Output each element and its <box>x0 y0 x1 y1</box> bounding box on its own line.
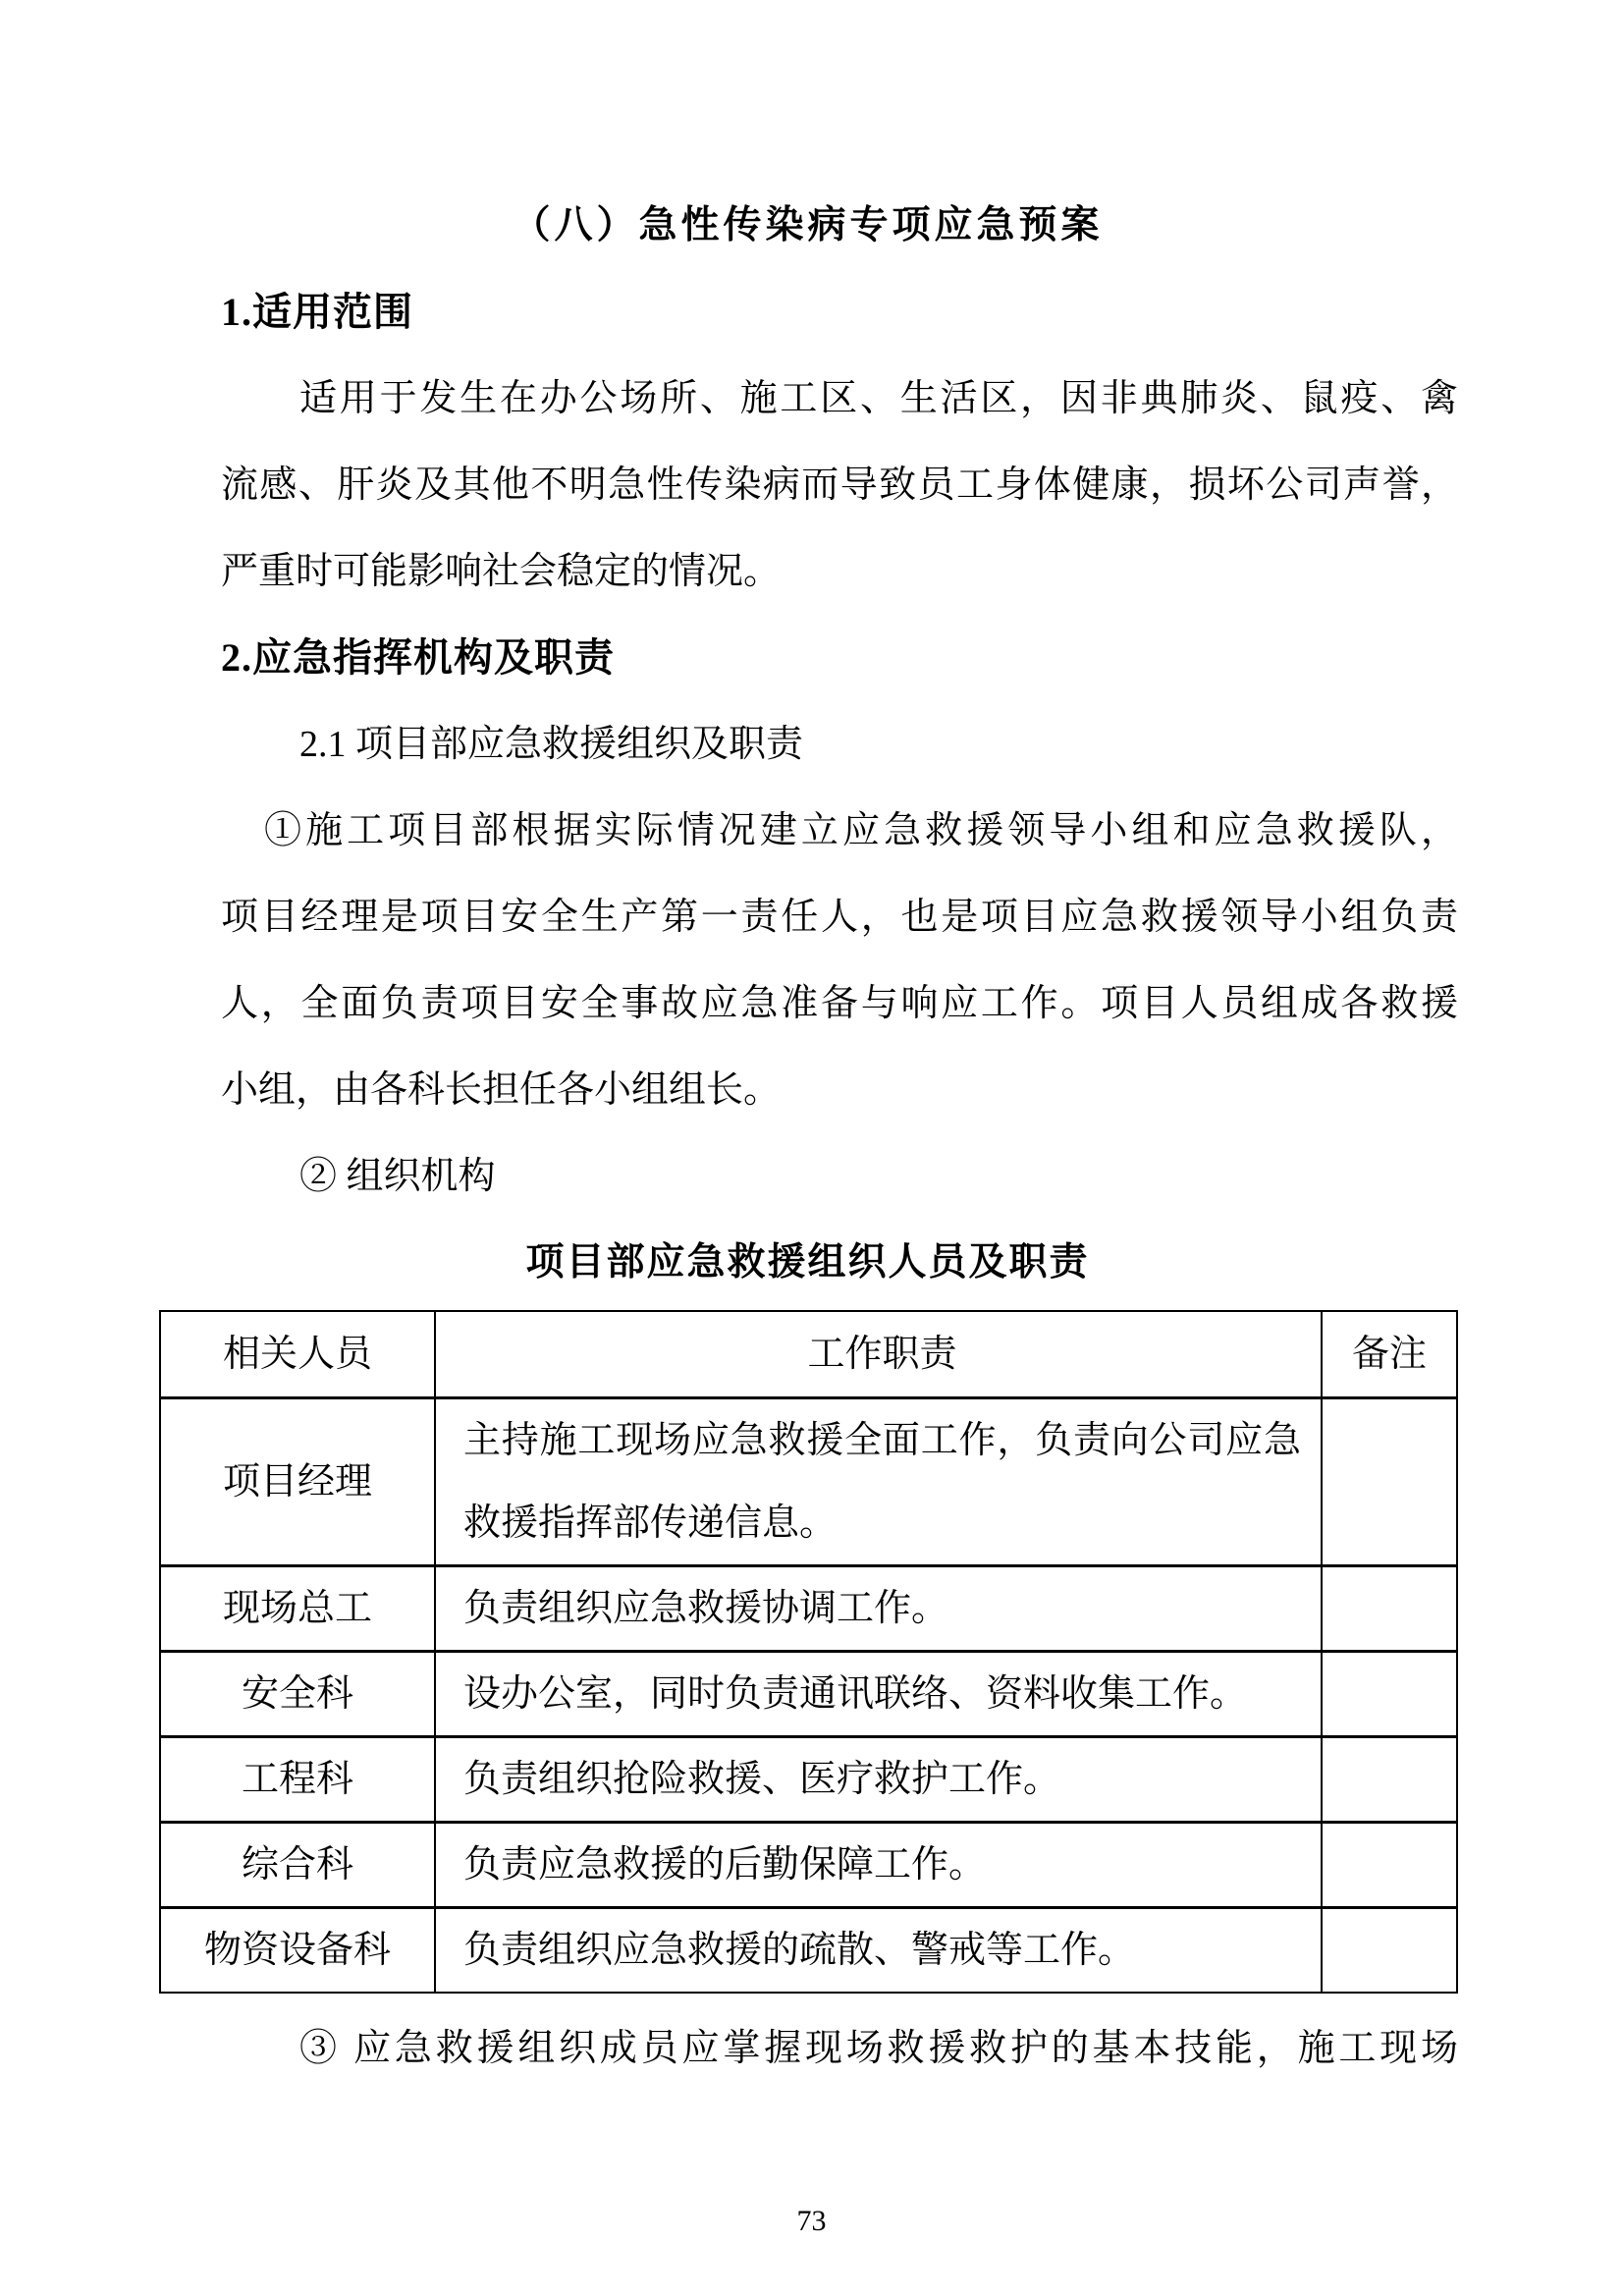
column-header-note: 备注 <box>1322 1311 1457 1397</box>
note-cell <box>1322 1822 1457 1907</box>
text-line: ② 组织机构 <box>299 1156 496 1197</box>
person-cell: 安全科 <box>160 1651 435 1736</box>
table-title: 项目部应急救援组织人员及职责 <box>525 1241 1090 1284</box>
note-cell <box>1322 1397 1457 1565</box>
person-cell: 现场总工 <box>160 1565 435 1651</box>
table-row <box>160 1822 1457 1907</box>
document-content <box>203 0 1458 2092</box>
responsibility-table <box>159 1310 1458 1994</box>
column-header-person: 相关人员 <box>160 1311 435 1397</box>
section-2-1-heading: 2.1 项目部应急救援组织及职责 <box>299 724 804 765</box>
duty-cell: 主持施工现场应急救援全面工作，负责向公司应急救援指挥部传递信息。 <box>435 1397 1322 1565</box>
page-number: 73 <box>796 2205 827 2237</box>
duty-cell: 负责应急救援的后勤保障工作。 <box>435 1822 1322 1907</box>
section-2-item-1-paragraph <box>221 788 1458 1133</box>
note-cell <box>1322 1907 1457 1993</box>
table-body <box>160 1397 1457 1993</box>
text-line: 项目经理是项目安全生产第一责任人，也是项目应急救援领导小组负责 <box>221 897 1458 938</box>
duty-cell: 设办公室，同时负责通讯联络、资料收集工作。 <box>435 1651 1322 1736</box>
document-title: （八）急性传染病专项应急预案 <box>512 204 1104 246</box>
section-1-heading: 1.适用范围 <box>221 290 413 334</box>
note-cell <box>1322 1651 1457 1736</box>
note-cell <box>1322 1736 1457 1822</box>
person-cell: 项目经理 <box>160 1397 435 1565</box>
section-2-heading: 2.应急指挥机构及职责 <box>221 635 615 680</box>
text-line: 人，全面负责项目安全事故应急准备与响应工作。项目人员组成各救援 <box>221 983 1458 1024</box>
section-2-item-2-paragraph <box>221 1133 1458 1220</box>
duty-cell: 负责组织应急救援协调工作。 <box>435 1565 1322 1651</box>
text-line: 适用于发生在办公场所、施工区、生活区，因非典肺炎、鼠疫、禽 <box>299 378 1458 419</box>
duty-cell: 负责组织抢险救援、医疗救护工作。 <box>435 1736 1322 1822</box>
person-cell: 工程科 <box>160 1736 435 1822</box>
text-line: 小组，由各科长担任各小组组长。 <box>221 1069 782 1111</box>
person-cell: 物资设备科 <box>160 1907 435 1993</box>
duty-cell: 负责组织应急救援的疏散、警戒等工作。 <box>435 1907 1322 1993</box>
person-cell: 综合科 <box>160 1822 435 1907</box>
text-line: 流感、肝炎及其他不明急性传染病而导致员工身体健康，损坏公司声誉， <box>221 465 1458 506</box>
section-1-paragraph <box>221 355 1458 615</box>
note-cell <box>1322 1565 1457 1651</box>
table-row <box>160 1907 1457 1993</box>
table-row <box>160 1397 1457 1565</box>
section-2-item-3-paragraph <box>221 2005 1458 2092</box>
text-line: ③ 应急救援组织成员应掌握现场救援救护的基本技能，施工现场 <box>299 2027 1458 2069</box>
text-line: ①施工项目部根据实际情况建立应急救援领导小组和应急救援队， <box>264 810 1458 851</box>
table-header-row <box>160 1311 1457 1397</box>
table-row <box>160 1651 1457 1736</box>
column-header-duty: 工作职责 <box>435 1311 1322 1397</box>
table-row <box>160 1736 1457 1822</box>
table-row <box>160 1565 1457 1651</box>
text-line: 严重时可能影响社会稳定的情况。 <box>221 551 782 592</box>
